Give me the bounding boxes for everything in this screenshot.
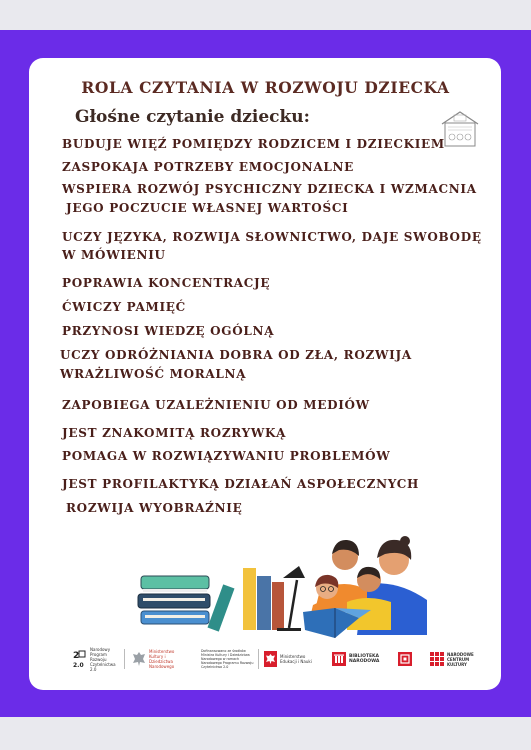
list-item: JEST ZNAKOMITĄ ROZRYWKĄ xyxy=(62,426,287,440)
list-item: JEST PROFILAKTYKĄ DZIAŁAŃ ASPOŁECZNYCH xyxy=(62,477,420,491)
divider xyxy=(258,649,259,669)
ministry-education-logo xyxy=(264,645,320,673)
svg-text:2: 2 xyxy=(73,651,80,661)
page-title: ROLA CZYTANIA W ROZWOJU DZIECKA xyxy=(81,78,450,97)
nck-grid-icon xyxy=(430,652,444,666)
list-item: ROZWIJA WYOBRAŹNIĘ xyxy=(66,501,243,515)
ministry-culture-logo xyxy=(132,645,192,673)
upright-books-icon xyxy=(207,568,284,632)
national-culture-centre-logo xyxy=(430,645,480,673)
red-eagle-icon xyxy=(264,651,277,667)
list-item: JEGO POCZUCIE WŁASNEJ WARTOŚCI xyxy=(66,201,349,215)
sponsor-logos xyxy=(70,645,480,675)
family-icon xyxy=(303,536,427,638)
list-item: UCZY ODRÓŻNIANIA DOBRA OD ZŁA, ROZWIJA xyxy=(60,348,412,362)
list-item: ĆWICZY PAMIĘĆ xyxy=(62,300,186,314)
divider xyxy=(124,649,125,669)
national-library-logo xyxy=(332,645,392,673)
family-reading-illustration xyxy=(135,530,435,640)
library-icon xyxy=(332,652,346,666)
nprc-mark-icon xyxy=(73,649,87,669)
list-item: W MÓWIENIU xyxy=(62,248,166,262)
ministry-culture-label: Ministerstwo Kultury i Dziedzictwa Narodowego xyxy=(149,649,175,669)
book-stack-icon xyxy=(138,576,210,624)
list-item: POMAGA W ROZWIĄZYWANIU PROBLEMÓW xyxy=(62,449,391,463)
nprc-label: Narodowy Program Rozwoju Czytelnictwa 2.0 xyxy=(90,646,116,672)
school-house-icon xyxy=(440,110,480,148)
list-item: WSPIERA ROZWÓJ PSYCHICZNY DZIECKA I WZMACNIA xyxy=(62,182,477,196)
list-item: PRZYNOSI WIEDZĘ OGÓLNĄ xyxy=(62,324,275,338)
svg-text:2.0: 2.0 xyxy=(73,662,84,669)
eagle-icon xyxy=(132,651,146,667)
list-item: ZAPOBIEGA UZALEŻNIENIU OD MEDIÓW xyxy=(62,398,370,412)
nck-mark-logo xyxy=(398,645,416,673)
list-item: UCZY JĘZYKA, ROZWIJA SŁOWNICTWO, DAJE SWOBODĘ xyxy=(62,230,482,244)
funding-note-text: Dofinansowano ze środków Ministra Kultury i Dziedzictwa Narodowego w ramach Narodowego Programu Rozwoju Czytelnictwa 2.0 xyxy=(201,649,254,669)
nck-square-icon xyxy=(398,652,412,666)
list-item: WRAŻLIWOŚĆ MORALNĄ xyxy=(60,367,247,381)
national-culture-centre-label: NARODOWE CENTRUM KULTURY xyxy=(447,651,474,667)
nprc-logo xyxy=(73,645,121,673)
subtitle: Głośne czytanie dziecku: xyxy=(75,107,310,127)
national-library-label: BIBLIOTEKA NARODOWA xyxy=(349,654,380,664)
list-item: ZASPOKAJA POTRZEBY EMOCJONALNE xyxy=(62,160,354,174)
ministry-education-label: Ministerstwo Edukacji i Nauki xyxy=(280,654,312,664)
list-item: POPRAWIA KONCENTRACJĘ xyxy=(62,276,271,290)
list-item: BUDUJE WIĘŹ POMIĘDZY RODZICEM I DZIECKIEM xyxy=(62,137,445,151)
funding-note xyxy=(198,645,254,673)
